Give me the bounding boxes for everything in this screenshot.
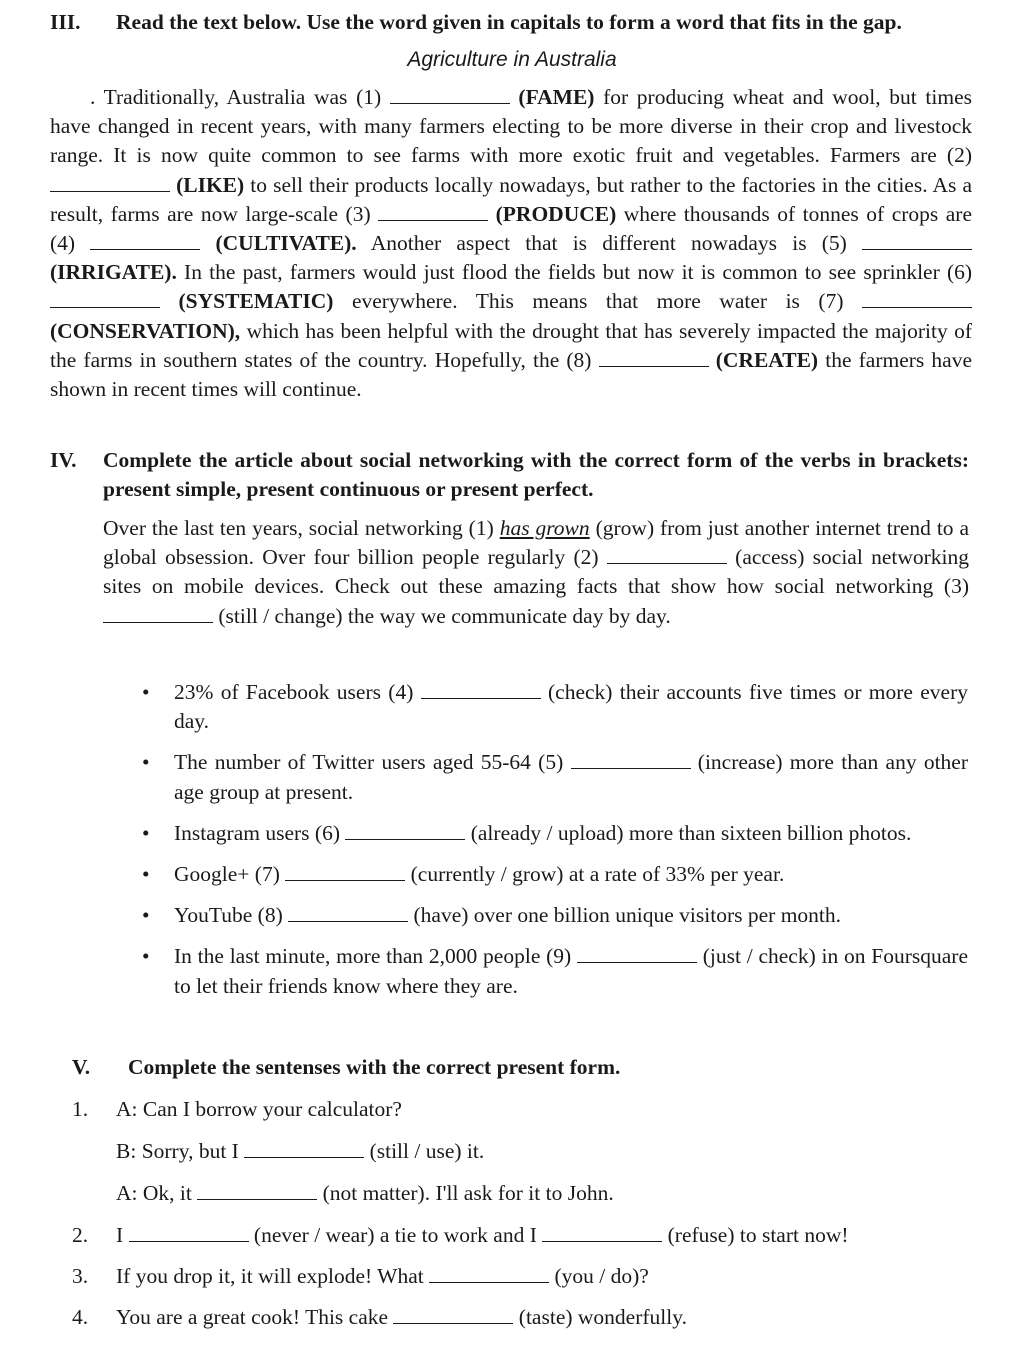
gap-3[interactable] <box>378 202 488 221</box>
gap-v-3[interactable] <box>429 1264 549 1283</box>
q2-number: 2. <box>72 1223 89 1247</box>
example-answer: has grown <box>499 516 590 540</box>
gap-7[interactable] <box>862 289 972 308</box>
q4-line: You are a great cook! This cake (taste) wonderfully. <box>116 1305 687 1329</box>
bullet-icon: • <box>142 862 150 887</box>
gap-v-2a[interactable] <box>129 1223 249 1242</box>
section-4-instruction: Complete the article about social networking with the correct form of the verbs in brackets: present simple, present continuous or present perfect. <box>103 448 969 502</box>
q1-line-a: A: Can I borrow your calculator? <box>116 1097 402 1121</box>
q3-number: 3. <box>72 1264 89 1288</box>
section-3-instruction: Read the text below. Use the word given in capitals to form a word that fits in the gap. <box>116 10 902 34</box>
bullet-icon: • <box>142 944 150 969</box>
gap-iv-7[interactable] <box>285 862 405 881</box>
section-3-passage: . Traditionally, Australia was (1) (FAME) for producing wheat and wool, but times have changed in recent years, with many farmers electing to be more diverse in their crop and livestock range. It is now quite common to see farms with more exotic fruit and vegetables. Farmers are (2) (LIKE) to sell their products locally nowadays, but rather to the factories in the cities. As a result, farms are now large-scale (3) (PRODUCE) where thousands of tonnes of crops are (4) (CULTIVATE). Another aspect that is different nowadays is (5) (IRRIGATE). In the past, farmers would just flood the fields but now it is common to see sprinkler (6) (SYSTEMATIC) everywhere. This means that more water is (7) (CONSERVATION), which has been helpful with the drought that has severely impacted the majority of the farms in southern states of the country. Hopefully, the (8) (CREATE) the farmers have shown in recent times will continue. <box>50 85 973 402</box>
q1-line-b: B: Sorry, but I (still / use) it. <box>116 1139 485 1163</box>
fact-item: • In the last minute, more than 2,000 people (9) (just / check) in on Foursquare to let their friends know where they are. <box>142 944 968 998</box>
bullet-icon: • <box>142 750 150 775</box>
q1-number: 1. <box>72 1097 89 1121</box>
passage-mark: . <box>90 85 96 109</box>
section-4-number: IV. <box>50 448 77 472</box>
gap-iv-9[interactable] <box>577 944 697 963</box>
q3-line: If you drop it, it will explode! What (you / do)? <box>116 1264 649 1288</box>
q4-number: 4. <box>72 1305 89 1329</box>
gap-v-2b[interactable] <box>542 1223 662 1242</box>
gap-1[interactable] <box>390 85 510 104</box>
gap-8[interactable] <box>599 348 709 367</box>
gap-iv-2[interactable] <box>607 545 727 564</box>
q2-line: I (never / wear) a tie to work and I (refuse) to start now! <box>116 1223 849 1247</box>
bullet-icon: • <box>142 680 150 704</box>
fact-item: • Google+ (7) (currently / grow) at a rate of 33% per year. <box>138 860 968 889</box>
gap-6[interactable] <box>50 289 160 308</box>
gap-iv-8[interactable] <box>288 903 408 922</box>
gap-4[interactable] <box>90 231 200 250</box>
q1-line-c: A: Ok, it (not matter). I'll ask for it to John. <box>116 1181 614 1205</box>
section-4-article: Over the last ten years, social networking (1) has grown (grow) from just another internet trend to a global obsession. Over four billion people regularly (2) (access) social networking sites on mobile devices. Check out these amazing facts that show how social networking (3) (still / change) the way we communicate day by day. <box>103 516 970 628</box>
gap-v-1b[interactable] <box>244 1139 364 1158</box>
gap-iv-4[interactable] <box>421 680 541 699</box>
fact-item: • YouTube (8) (have) over one billion unique visitors per month. <box>138 901 968 930</box>
bullet-icon: • <box>142 903 150 928</box>
gap-iv-5[interactable] <box>571 750 691 769</box>
gap-2[interactable] <box>50 173 170 192</box>
fact-item: • 23% of Facebook users (4) (check) their accounts five times or more every day. <box>142 680 969 734</box>
section-5-instruction: Complete the sentenses with the correct present form. <box>128 1055 621 1079</box>
bullet-icon: • <box>142 820 150 845</box>
section-3-number: III. <box>50 10 81 34</box>
fact-list <box>138 678 968 1013</box>
gap-iv-3[interactable] <box>103 604 213 623</box>
fact-item: • The number of Twitter users aged 55-64 (5) (increase) more than any other age group at present. <box>142 750 969 804</box>
gap-5[interactable] <box>862 231 972 250</box>
fact-item: • Instagram users (6) (already / upload) more than sixteen billion photos. <box>138 819 968 848</box>
gap-iv-6[interactable] <box>345 821 465 840</box>
section-3-title: Agriculture in Australia <box>407 48 617 71</box>
gap-v-1c[interactable] <box>197 1181 317 1200</box>
section-5-number: V. <box>72 1055 91 1079</box>
gap-v-4[interactable] <box>393 1305 513 1324</box>
